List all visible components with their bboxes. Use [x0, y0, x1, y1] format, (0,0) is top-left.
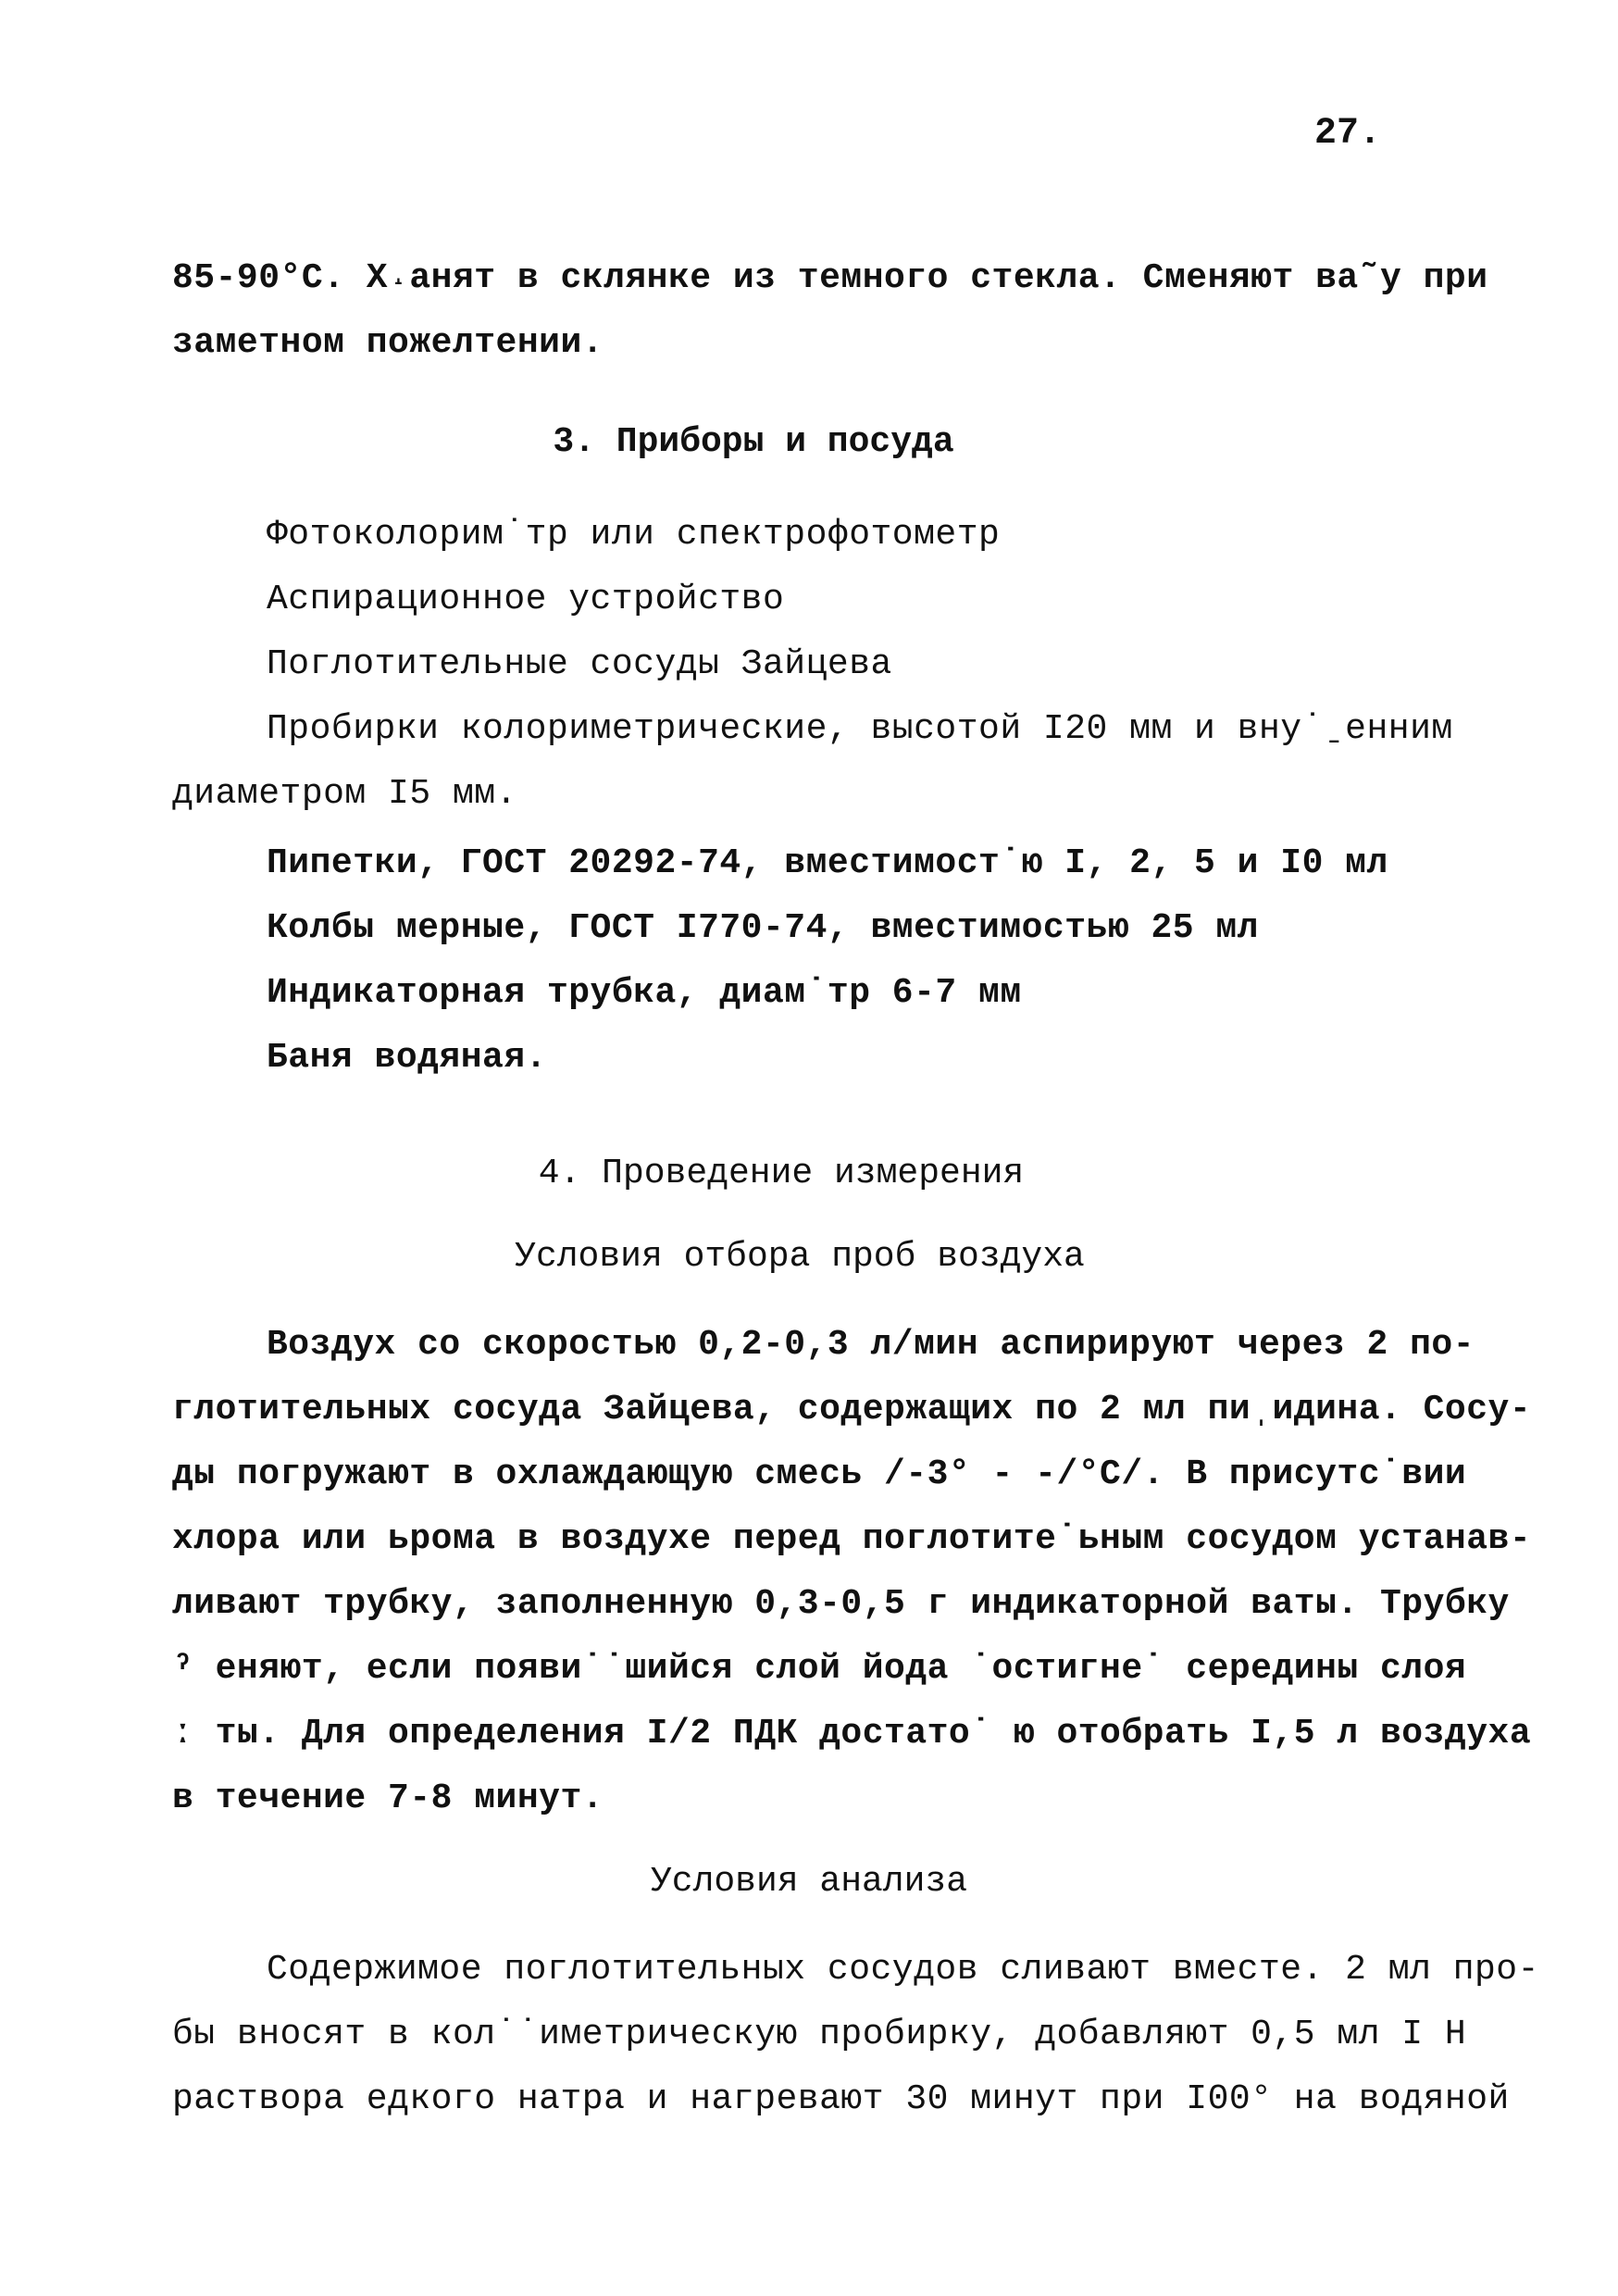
equipment-item-3: Поглотительные сосуды Зайцева [267, 644, 892, 684]
sampling-paragraph-line-7: ː ты. Для определения I/2 ПДК достато˙ ю отобрать I,5 л воздуха [172, 1714, 1532, 1753]
sampling-paragraph-line-4: хлора или ьрома в воздухе перед поглотите˙ьным сосудом устанав- [172, 1519, 1532, 1559]
equipment-item-7: Индикаторная трубка, диам˙тр 6-7 мм [267, 973, 1022, 1013]
equipment-item-5: Пипетки, ГОСТ 20292-74, вместимост˙ю I, 2, 5 и I0 мл [267, 843, 1388, 883]
section-4-subtitle-sampling: Условия отбора проб воздуха [515, 1237, 1085, 1277]
sampling-paragraph-line-3: ды погружают в охлаждающую смесь /-3° - -/°С/. В присутс˙вии [172, 1454, 1467, 1494]
analysis-paragraph-line-2: бы вносят в кол˙˙иметрическую пробирку, добавляют 0,5 мл I Н [172, 2015, 1467, 2054]
section-4-subtitle-analysis: Условия анализа [650, 1862, 968, 1902]
intro-line-2: заметном пожелтении. [172, 323, 604, 363]
sampling-paragraph-line-2: глотительных сосуда Зайцева, содержащих по 2 мл пиˌидина. Сосу- [172, 1390, 1532, 1429]
sampling-paragraph-line-5: ливают трубку, заполненную 0,3-0,5 г индикаторной ваты. Трубку [172, 1584, 1510, 1624]
sampling-paragraph-line-6: ˀ еняют, если появи˙˙шийся слой йода ˙остигне˙ середины слоя [172, 1649, 1467, 1689]
section-4-title: 4. Проведение измерения [538, 1154, 1025, 1193]
section-3-title: 3. Приборы и посуда [553, 422, 954, 462]
equipment-item-8: Баня водяная. [267, 1038, 547, 1078]
sampling-paragraph-line-8: в течение 7-8 минут. [172, 1778, 604, 1818]
equipment-item-1: Фотоколорим˙тр или спектрофотометр [267, 515, 1001, 555]
analysis-paragraph-line-1: Содержимое поглотительных сосудов сливают вместе. 2 мл про- [267, 1950, 1539, 1990]
equipment-item-4: Пробирки колориметрические, высотой I20 мм и вну˙ˍенним [267, 709, 1453, 749]
sampling-paragraph-line-1: Воздух со скоростью 0,2-0,3 л/мин аспирируют через 2 по- [267, 1325, 1475, 1365]
equipment-item-2: Аспирационное устройство [267, 580, 785, 619]
analysis-paragraph-line-3: раствора едкого натра и нагревают 30 минут при I00° на водяной [172, 2079, 1510, 2119]
intro-line-1: 85-90°С. Х˔анят в склянке из темного стекла. Сменяют ва˜у при [172, 258, 1488, 298]
equipment-item-6: Колбы мерные, ГОСТ I770-74, вместимостью 25 мл [267, 908, 1259, 948]
equipment-item-4-cont: диаметром I5 мм. [172, 774, 517, 814]
page-number: 27. [1314, 113, 1382, 155]
